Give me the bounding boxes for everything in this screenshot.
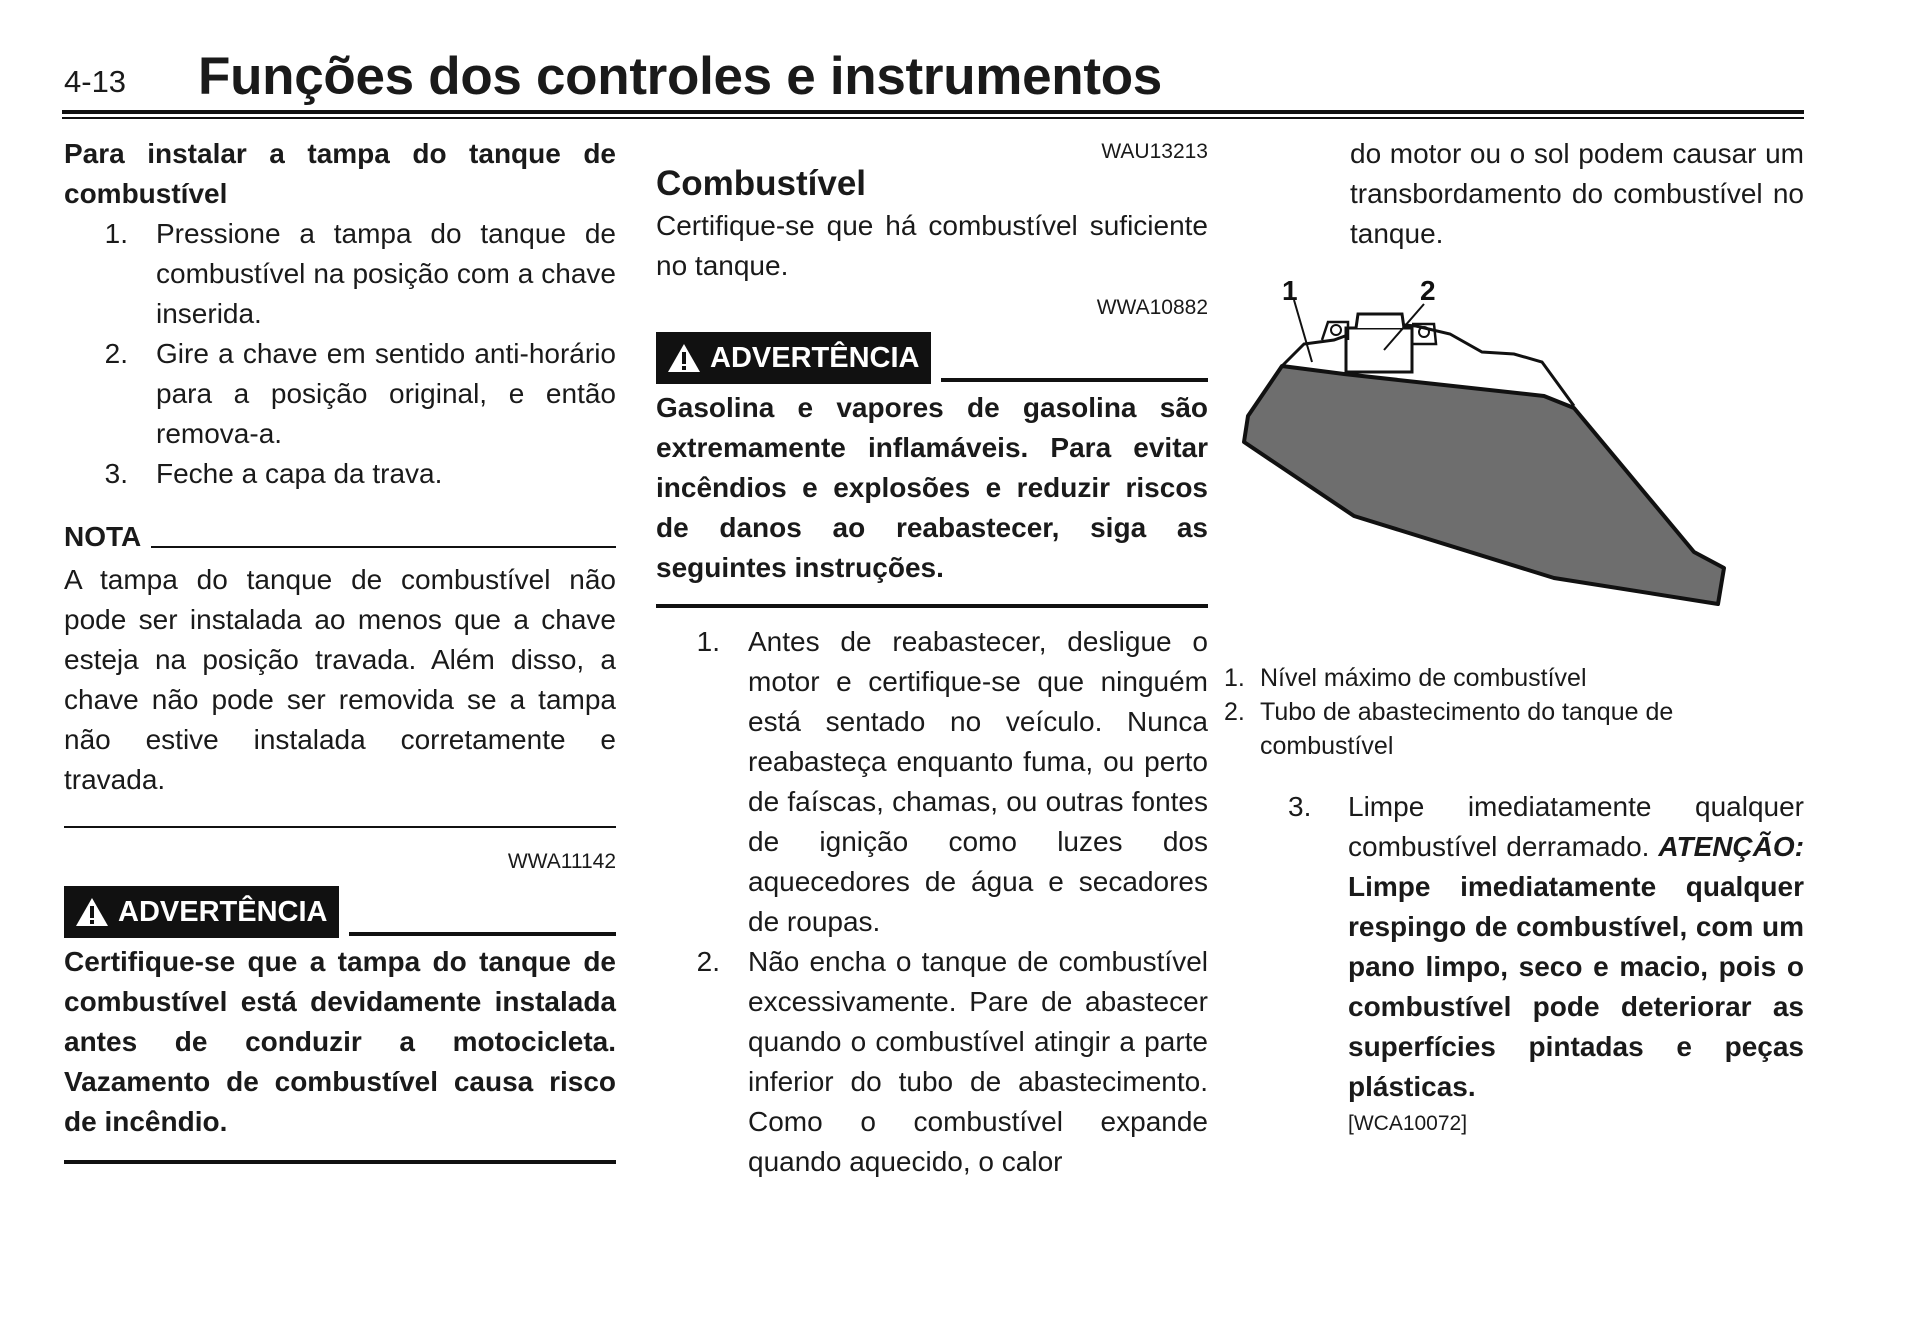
step-text: Não encha o tanque de combustível excessivamente. Pare de abastecer quando o combustível atingir a parte inferior do tubo de abastecimento. Como o combustível expande quando aquecido, o calor <box>748 946 1208 1177</box>
install-steps <box>64 214 616 494</box>
warning-end-rule <box>64 1160 616 1164</box>
warning-label: ADVERTÊNCIA <box>118 896 328 928</box>
fuel-tank-illustration <box>1224 266 1764 646</box>
warning-badge <box>656 332 931 384</box>
nota-header <box>64 520 616 554</box>
list-item <box>64 454 616 494</box>
step-number: 2. <box>104 338 128 369</box>
step-text: Feche a capa da trava. <box>156 458 443 489</box>
step-number: 1. <box>696 626 720 657</box>
nota-text: A tampa do tanque de combustível não pode ser instalada ao menos que a chave esteja na posição travada. Além disso, a chave não pode ser removida se a tampa não estive instalada corretamente e travada. <box>64 564 616 795</box>
caption-text: Tubo de abastecimento do tanque de combustível <box>1260 698 1674 760</box>
nota-end-rule <box>64 826 616 828</box>
warning-code: WWA10882 <box>1096 296 1208 319</box>
step-number: 1. <box>104 218 128 249</box>
warning-text: Certifique-se que a tampa do tanque de combustível está devidamente instalada antes de conduzir a motocicleta. Vazamento de combustível causa risco de incêndio. <box>64 946 616 1137</box>
section-code: WAU13213 <box>1101 140 1208 163</box>
section-intro: Certifique-se que há combustível suficiente no tanque. <box>656 210 1208 281</box>
warning-triangle-icon <box>666 342 702 374</box>
callout-label-2: 2 <box>1420 275 1436 306</box>
list-item <box>64 214 616 334</box>
ref-code: [WCA10072] <box>1348 1112 1468 1135</box>
step-text: Antes de reabastecer, desligue o motor e certifique-se que ninguém está sentado no veículo. Nunca reabasteça enquanto fuma, ou perto de faíscas, chamas, ou outras fontes de ignição como luzes dos aquecedores de água e secadores de roupas. <box>748 626 1208 937</box>
attention-label: ATENÇÃO: <box>1658 831 1805 862</box>
list-item <box>1224 661 1804 695</box>
warning-text: Gasolina e vapores de gasolina são extremamente inflamáveis. Para evitar incêndios e explosões e reduzir riscos de danos ao reabastecer, siga as seguintes instruções. <box>656 392 1208 583</box>
warning-code: WWA11142 <box>507 850 616 873</box>
warning-end-rule <box>656 604 1208 608</box>
warning-header <box>64 886 616 938</box>
warning-label: ADVERTÊNCIA <box>710 342 920 374</box>
attention-text: Limpe imediatamente qualquer respingo de combustível, com um pano limpo, seco e macio, pois o combustível pode deteriorar as superfícies pintadas e peças plásticas. <box>1348 871 1804 1102</box>
caption-number: 1. <box>1224 664 1245 692</box>
warning-rule <box>941 378 1208 382</box>
caption-number: 2. <box>1224 698 1245 726</box>
header-rule <box>62 110 1804 119</box>
figure-captions <box>1224 661 1804 763</box>
callout-label-1: 1 <box>1282 275 1298 306</box>
page-title: Funções dos controles e instrumentos <box>198 47 1162 106</box>
column-right <box>1224 134 1805 1141</box>
continuation-text: do motor ou o sol podem causar um transbordamento do combustível no tanque. <box>1350 138 1804 249</box>
column-middle <box>656 134 1208 1182</box>
list-item <box>1288 787 1804 1141</box>
nota-rule <box>151 546 616 548</box>
refuel-steps <box>656 622 1208 1182</box>
warning-badge <box>64 886 339 938</box>
warning-header <box>656 332 1208 384</box>
column-left <box>64 134 616 1164</box>
step-number: 2. <box>696 946 720 977</box>
step-number: 3. <box>104 458 128 489</box>
step-number: 3. <box>1288 791 1312 822</box>
warning-rule <box>349 932 616 936</box>
caption-text: Nível máximo de combustível <box>1260 664 1587 692</box>
install-heading: Para instalar a tampa do tanque de combustível <box>64 138 616 209</box>
list-item <box>656 622 1208 942</box>
warning-triangle-icon <box>74 896 110 928</box>
step-text: Limpe imediatamente qualquer combustível derramado. <box>1348 791 1804 862</box>
fuel-tank-figure <box>1224 266 1804 657</box>
page-number: 4-13 <box>64 64 127 99</box>
list-item <box>1224 695 1804 763</box>
nota-label: NOTA <box>64 521 142 552</box>
list-item <box>64 334 616 454</box>
step-text: Pressione a tampa do tanque de combustível na posição com a chave inserida. <box>156 218 616 329</box>
section-title: Combustível <box>656 164 867 203</box>
list-item <box>656 942 1208 1182</box>
step-text: Gire a chave em sentido anti-horário para a posição original, e então remova-a. <box>156 338 616 449</box>
